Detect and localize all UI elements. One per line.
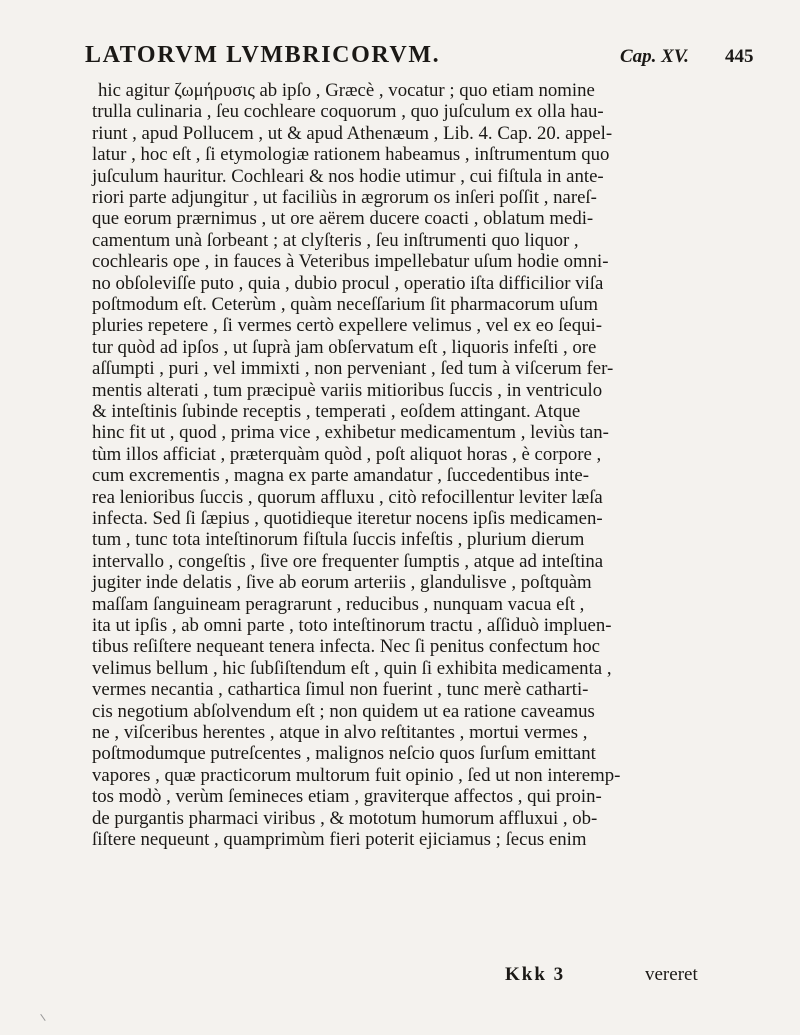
text-line: aſſumpti , puri , vel immixti , non perveniant , ſed tum à viſcerum fer- xyxy=(92,358,614,380)
text-line: & inteſtinis ſubinde receptis , temperati , eoſdem attingant. Atque xyxy=(92,401,581,422)
text-line: poſtmodum eſt. Ceterùm , quàm neceſſarium ſit pharmacorum uſum xyxy=(92,294,598,315)
text-line: cum excrementis , magna ex parte amandatur , ſuccedentibus inte- xyxy=(92,465,589,487)
text-line: no obſoleviſſe puto , quia , dubio procul , operatio iſta difficilior viſa xyxy=(92,272,604,294)
text-line: maſſam ſanguineam peragrarunt , reducibus , nunquam vacua eſt , xyxy=(92,593,585,615)
chapter-reference: Cap. XV. xyxy=(620,46,689,67)
text-line: intervallo , congeſtis , ſive ore frequenter ſumptis , atque ad inteſtina xyxy=(92,550,604,572)
text-line: tur quòd ad ipſos , ut ſuprà jam obſervatum eſt , liquoris infeſti , ore xyxy=(92,336,597,358)
text-line: cis negotium abſolvendum eſt ; non quidem ut ea ratione caveamus xyxy=(92,700,595,722)
text-line: tùm illos afficiat , præterquàm quòd , poſt aliquot horas , è corpore , xyxy=(92,443,602,465)
text-line: mentis alterati , tum præcipuè variis mitioribus ſuccis , in ventriculo xyxy=(92,379,603,401)
text-line: poſtmodumque putreſcentes , malignos neſcio quos ſurſum emittant xyxy=(92,743,596,765)
text-line: tos modò , verùm ſemineces etiam , graviterque affectos , qui proin- xyxy=(92,786,602,808)
text-line: velimus bellum , hic ſubſiſtendum eſt , quin ſi exhibita medicamenta , xyxy=(92,657,612,679)
text-line: cochlearis ope , in fauces à Veteribus impellebatur uſum hodie omni- xyxy=(92,251,609,273)
running-title: LATORVM LVMBRICORVM. xyxy=(85,42,441,68)
text-line: riunt , apud Pollucem , ut & apud Athenæum , Lib. 4. Cap. 20. appel- xyxy=(92,122,613,144)
text-line: vermes necantia , cathartica ſimul non fuerint , tunc merè catharti- xyxy=(92,679,589,701)
text-line: juſculum hauritur. Cochleari & nos hodie utimur , cui fiſtula in ante- xyxy=(92,165,604,187)
text-line: ita ut ipſis , ab omni parte , toto inteſtinorum tractu , aſſiduò impluen- xyxy=(92,615,612,636)
text-line: tibus reſiſtere nequeant tenera infecta. Nec ſi penitus confectum hoc xyxy=(92,636,600,658)
text-line: que eorum prærnimus , ut ore aërem ducere coacti , oblatum medi- xyxy=(92,208,594,230)
text-line: rea lenioribus ſuccis , quorum affluxu , citò refocillentur leviter læſa xyxy=(92,486,603,508)
page-footer xyxy=(0,964,800,992)
text-line: latur , hoc eſt , ſi etymologiæ rationem habeamus , inſtrumentum quo xyxy=(92,144,610,166)
text-line: hic agitur ζωμήρυσις ab ipſo , Græcè , vocatur ; quo etiam nomine xyxy=(98,80,595,101)
text-line: hinc fit ut , quod , prima vice , exhibetur medicamentum , leviùs tan- xyxy=(92,422,609,444)
text-line: camentum unà ſorbeant ; at clyſteris , ſeu inſtrumenti quo liquor , xyxy=(92,229,579,251)
text-line: ſiſtere nequeunt , quamprimùm fieri poterit ejiciamus ; ſecus enim xyxy=(92,829,587,850)
text-line: de purgantis pharmaci viribus , & mototum humorum affluxui , ob- xyxy=(92,807,598,829)
running-head xyxy=(0,42,800,78)
text-line: jugiter inde delatis , ſive ab eorum arteriis , glandulisve , poſtquàm xyxy=(92,572,592,594)
catchword: vereret xyxy=(645,964,698,985)
text-line: riori parte adjungitur , ut faciliùs in ægrorum os inſeri poſſit , nareſ- xyxy=(92,187,597,208)
page-number: 445 xyxy=(725,46,754,67)
text-line: infecta. Sed ſi ſæpius , quotidieque iteretur nocens ipſis medicamen- xyxy=(92,508,603,529)
text-line: tum , tunc tota inteſtinorum fiſtula ſuccis infeſtis , plurium dierum xyxy=(92,529,585,551)
text-line: vapores , quæ practicorum multorum fuit opinio , ſed ut non interemp- xyxy=(92,764,621,786)
text-line: pluries repetere , ſi vermes certò expellere velimus , vel ex eo ſequi- xyxy=(92,315,603,337)
margin-mark xyxy=(40,1011,50,1021)
text-line: ne , viſceribus herentes , atque in alvo reſtitantes , mortui vermes , xyxy=(92,722,588,743)
signature-mark: Kkk 3 xyxy=(505,964,566,985)
text-line: trulla culinaria , ſeu cochleare coquorum , quo juſculum ex olla hau- xyxy=(92,101,604,123)
